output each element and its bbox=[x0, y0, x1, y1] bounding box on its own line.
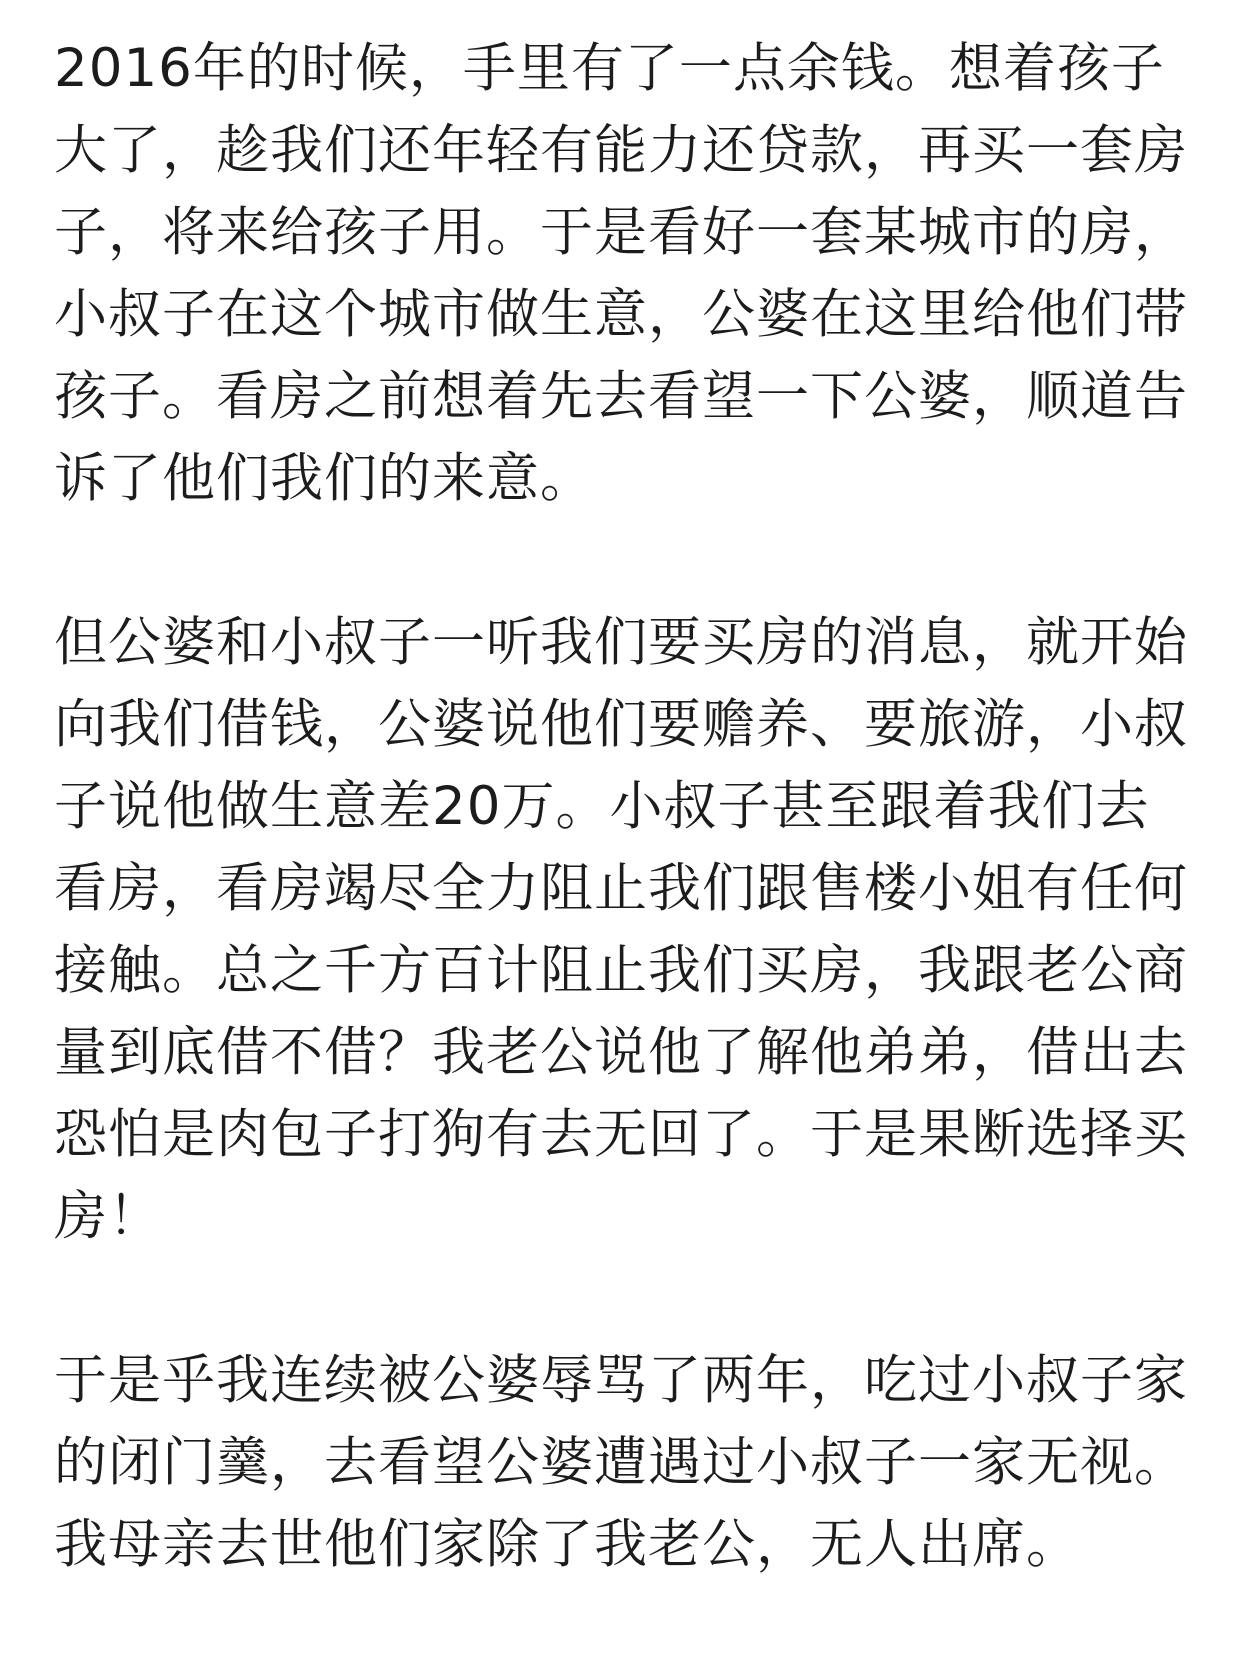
paragraph-1: 2016年的时候，手里有了一点余钱。想着孩子 大了，趁我们还年轻有能力还贷款，再买一套房 子，将来给孩子用。于是看好一套某城市的房， 小叔子在这个城市做生意，公婆在这里给他们带 孩子。看房之前想着先去看望一下公婆，顺道告 诉了他们我们的来意。 bbox=[54, 38, 1188, 509]
paragraph-2: 但公婆和小叔子一听我们要买房的消息，就开始 向我们借钱，公婆说他们要赡养、要旅游，小叔 子说他做生意差20万。小叔子甚至跟着我们去 看房，看房竭尽全力阻止我们跟售楼小姐有任何 接触。总之千方百计阻止我们买房，我跟老公商 量到底借不借？我老公说他了解他弟弟，借出去 恐怕是肉包子打狗有去无回了。于是果断选择买 房！ bbox=[54, 612, 1188, 1247]
paragraph-3: 于是乎我连续被公婆辱骂了两年，吃过小叔子家 的闭门羹，去看望公婆遭遇过小叔子一家无视。 我母亲去世他们家除了我老公，无人出席。 bbox=[54, 1350, 1188, 1575]
article-body bbox=[54, 28, 1204, 1586]
